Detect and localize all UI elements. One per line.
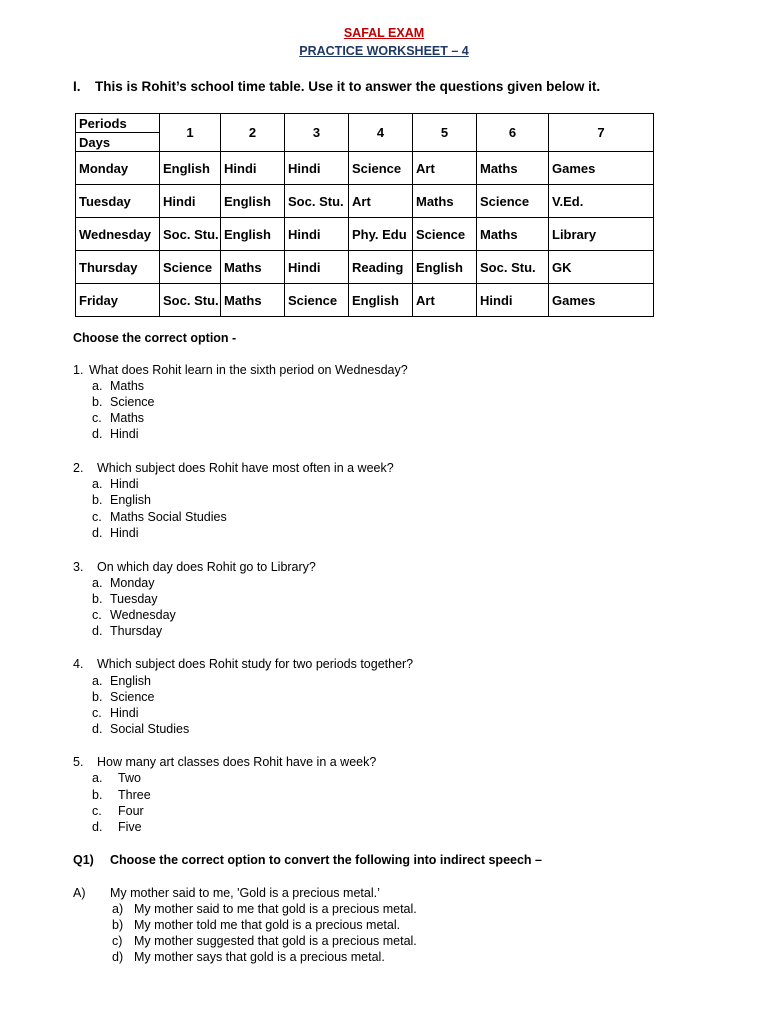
option — [92, 379, 144, 393]
option-text: Hindi — [110, 526, 139, 540]
subject-cell: Phy. Edu — [349, 218, 413, 251]
subject-cell: Maths — [413, 185, 477, 218]
question — [73, 657, 413, 671]
worksheet-title: SAFAL EXAM — [343, 26, 425, 40]
option-label: d. — [92, 526, 103, 540]
option-label: b. — [92, 788, 103, 802]
subject-cell: English — [221, 218, 285, 251]
subject-cell: Soc. Stu. — [160, 284, 221, 317]
section-instruction — [73, 79, 600, 94]
timetable — [75, 113, 654, 317]
speech-instruction-text: Choose the correct option to convert the following into indirect speech – — [110, 853, 542, 867]
option-text: Three — [118, 788, 151, 802]
section-instruction-text: This is Rohit’s school time table. Use it to answer the questions given below it. — [95, 79, 601, 94]
option — [92, 722, 189, 736]
option-text: Maths — [110, 411, 145, 425]
period-header: 4 — [349, 114, 413, 152]
subject-cell: Games — [549, 152, 654, 185]
option-label: a. — [92, 771, 103, 785]
question-number: 5. — [73, 755, 84, 769]
option — [92, 427, 139, 441]
option-label: d. — [92, 624, 103, 638]
subject-cell: Hindi — [477, 284, 549, 317]
subject-cell: Reading — [349, 251, 413, 284]
subject-cell: Library — [549, 218, 654, 251]
table-row — [76, 251, 654, 284]
days-label: Days — [76, 133, 160, 152]
subject-cell: Art — [413, 284, 477, 317]
speech-sentence — [73, 886, 380, 900]
subject-cell: Soc. Stu. — [160, 218, 221, 251]
option-text: Maths Social Studies — [110, 510, 227, 524]
option-label: c. — [92, 706, 102, 720]
option-text: English — [110, 493, 151, 507]
option — [92, 526, 139, 540]
subject-cell: English — [413, 251, 477, 284]
subject-cell: Maths — [221, 284, 285, 317]
subject-cell: V.Ed. — [549, 185, 654, 218]
section-number: I. — [73, 79, 81, 94]
question-text: Which subject does Rohit study for two periods together? — [97, 657, 414, 671]
option-label: c) — [112, 934, 123, 948]
option-text: Hindi — [110, 477, 139, 491]
day-cell: Tuesday — [76, 185, 160, 218]
option-label: a. — [92, 674, 103, 688]
option — [92, 771, 141, 785]
subject-cell: Science — [349, 152, 413, 185]
speech-option — [112, 950, 385, 964]
subject-cell: Maths — [477, 218, 549, 251]
table-row — [76, 284, 654, 317]
subject-cell: Science — [160, 251, 221, 284]
question-number: 3. — [73, 560, 84, 574]
question — [73, 461, 394, 475]
option — [92, 624, 162, 638]
speech-instruction — [73, 853, 542, 867]
subject-cell: Science — [477, 185, 549, 218]
subject-cell: Hindi — [285, 218, 349, 251]
subject-cell: Games — [549, 284, 654, 317]
option-text: Thursday — [110, 624, 163, 638]
option-text: English — [110, 674, 151, 688]
table-row — [76, 185, 654, 218]
question-text: Which subject does Rohit have most often in a week? — [97, 461, 394, 475]
option-label: a. — [92, 379, 103, 393]
subject-cell: Art — [349, 185, 413, 218]
option-text: My mother said to me that gold is a precious metal. — [134, 902, 417, 916]
option — [92, 477, 139, 491]
option-label: d. — [92, 427, 103, 441]
question-number: 1. — [73, 363, 84, 377]
speech-option — [112, 934, 417, 948]
option — [92, 576, 154, 590]
option-label: b) — [112, 918, 124, 932]
option-label: a) — [112, 902, 124, 916]
option-text: My mother suggested that gold is a precious metal. — [134, 934, 417, 948]
option — [92, 395, 154, 409]
option — [92, 608, 176, 622]
option-label: c. — [92, 608, 102, 622]
speech-option — [112, 918, 400, 932]
option — [92, 493, 151, 507]
subject-cell: GK — [549, 251, 654, 284]
option-label: c. — [92, 510, 102, 524]
option-label: d. — [92, 722, 103, 736]
option — [92, 804, 144, 818]
option-text: Two — [118, 771, 141, 785]
option-label: b. — [92, 690, 103, 704]
periods-label: Periods — [76, 114, 160, 133]
question-number: 2. — [73, 461, 84, 475]
subject-cell: Soc. Stu. — [477, 251, 549, 284]
speech-sentence-text: My mother said to me, 'Gold is a precious metal.’ — [110, 886, 380, 900]
option-text: Hindi — [110, 427, 139, 441]
subject-cell: English — [349, 284, 413, 317]
subject-cell: Hindi — [285, 251, 349, 284]
option-label: a. — [92, 576, 103, 590]
question-text: What does Rohit learn in the sixth period on Wednesday? — [89, 363, 408, 377]
option — [92, 706, 139, 720]
question-number: 4. — [73, 657, 84, 671]
option-text: Social Studies — [110, 722, 190, 736]
option-text: Four — [118, 804, 144, 818]
period-header: 2 — [221, 114, 285, 152]
choose-instruction: Choose the correct option - — [73, 331, 237, 345]
option-text: Wednesday — [110, 608, 176, 622]
question — [73, 560, 316, 574]
option-text: Maths — [110, 379, 145, 393]
option-label: b. — [92, 592, 103, 606]
day-cell: Thursday — [76, 251, 160, 284]
option-label: c. — [92, 411, 102, 425]
subject-cell: Science — [285, 284, 349, 317]
day-cell: Friday — [76, 284, 160, 317]
option-label: d) — [112, 950, 124, 964]
option-label: b. — [92, 395, 103, 409]
period-header: 6 — [477, 114, 549, 152]
period-header: 3 — [285, 114, 349, 152]
subject-cell: Science — [413, 218, 477, 251]
option — [92, 510, 227, 524]
option — [92, 674, 151, 688]
subject-cell: Art — [413, 152, 477, 185]
question — [73, 363, 408, 377]
period-header: 7 — [549, 114, 654, 152]
option-label: a. — [92, 477, 103, 491]
table-row — [76, 218, 654, 251]
period-header: 5 — [413, 114, 477, 152]
option-text: Five — [118, 820, 142, 834]
subject-cell: Hindi — [221, 152, 285, 185]
speech-item-label: A) — [73, 886, 86, 900]
option-text: Tuesday — [110, 592, 158, 606]
option-label: c. — [92, 804, 102, 818]
option-text: Hindi — [110, 706, 139, 720]
option-text: My mother says that gold is a precious metal. — [134, 950, 385, 964]
option — [92, 820, 142, 834]
question-text: On which day does Rohit go to Library? — [97, 560, 316, 574]
subject-cell: Maths — [477, 152, 549, 185]
question — [73, 755, 376, 769]
worksheet-subtitle: PRACTICE WORKSHEET – 4 — [299, 44, 469, 58]
subject-cell: English — [160, 152, 221, 185]
speech-option — [112, 902, 417, 916]
day-cell: Wednesday — [76, 218, 160, 251]
option-text: Monday — [110, 576, 155, 590]
table-row — [76, 152, 654, 185]
period-header: 1 — [160, 114, 221, 152]
subject-cell: Hindi — [285, 152, 349, 185]
question-text: How many art classes does Rohit have in a week? — [97, 755, 377, 769]
subject-cell: Hindi — [160, 185, 221, 218]
subject-cell: Soc. Stu. — [285, 185, 349, 218]
option-text: Science — [110, 395, 155, 409]
option-text: My mother told me that gold is a precious metal. — [134, 918, 401, 932]
speech-number: Q1) — [73, 853, 94, 867]
option-text: Science — [110, 690, 155, 704]
subject-cell: Maths — [221, 251, 285, 284]
option — [92, 411, 144, 425]
option — [92, 788, 151, 802]
option — [92, 690, 154, 704]
option-label: b. — [92, 493, 103, 507]
option-label: d. — [92, 820, 103, 834]
option — [92, 592, 157, 606]
subject-cell: English — [221, 185, 285, 218]
day-cell: Monday — [76, 152, 160, 185]
